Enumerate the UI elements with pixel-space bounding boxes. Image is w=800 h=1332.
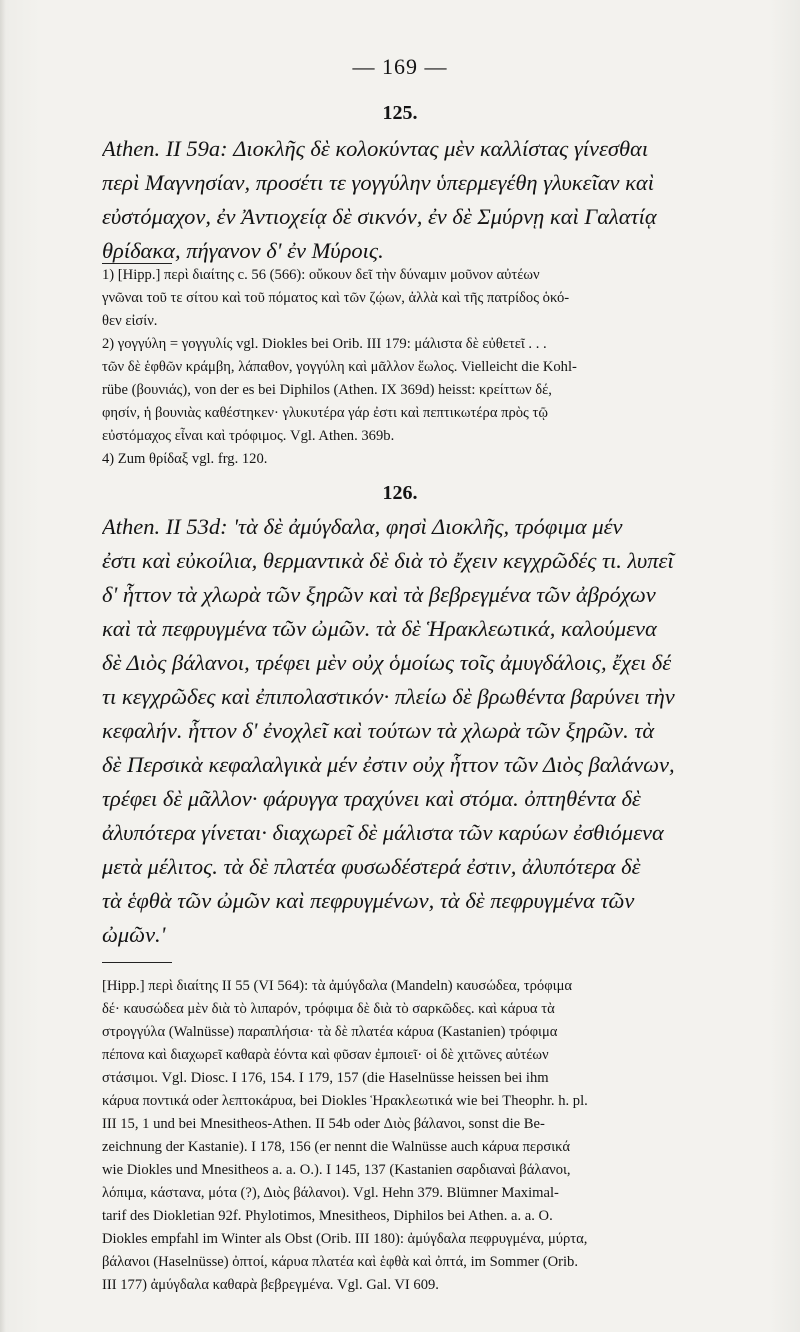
main-line: περὶ Μαγνησίαν, προσέτι τε γογγύλην ὑπερμεγέθη γλυκεῖαν καὶ (102, 170, 654, 195)
main-line: Athen. II 59a: Διοκλῆς δὲ κολοκύντας μὲν καλλίστας γίνεσθαι (102, 136, 649, 161)
footnote-line: tarif des Diokletian 92f. Phylotimos, Mnesitheos, Diphilos bei Athen. a. a. O. (102, 1208, 553, 1224)
footnote-line: III 15, 1 und bei Mnesitheos-Athen. II 54b oder Διὸς βάλανοι, sonst die Be- (102, 1116, 545, 1132)
main-line: τὰ ἑφθὰ τῶν ὠμῶν καὶ πεφρυγμένων, τὰ δὲ πεφρυγμένα τῶν (102, 888, 635, 913)
page-number-header: — 169 — (352, 54, 448, 79)
footnote-line: 4) Zum θρίδαξ vgl. frg. 120. (102, 451, 268, 467)
main-line: κεφαλήν. ἧττον δ' ἐνοχλεῖ καὶ τούτων τὰ χλωρὰ τῶν ξηρῶν. τὰ (102, 718, 655, 743)
main-line: τι κεγχρῶδες καὶ ἐπιπολαστικόν· πλείω δὲ βρωθέντα βαρύνει τὴν (102, 684, 675, 709)
footnote-line: στάσιμοι. Vgl. Diosc. I 176, 154. I 179, 157 (die Haselnüsse heissen bei ihm (102, 1070, 549, 1086)
section-126-number: 126. (382, 482, 418, 504)
section-125-footnotes (102, 264, 752, 471)
main-line: τρέφει δὲ μᾶλλον· φάρυγγα τραχύνει καὶ στόμα. ὀπτηθέντα δὲ (102, 786, 641, 811)
footnote-line: 2) γογγύλη = γογγυλίς vgl. Diokles bei Orib. III 179: μάλιστα δὲ εὐθετεῖ . . . (102, 336, 547, 352)
footnote-line: Diokles empfahl im Winter als Obst (Orib. III 180): ἀμύγδαλα πεφρυγμένα, μύρτα, (102, 1231, 588, 1247)
footnote-line: wie Diokles und Mnesitheos a. a. O.). I 145, 137 (Kastanien σαρδιαναὶ βάλανοι, (102, 1162, 571, 1178)
footnote-line: κάρυα ποντικά oder λεπτοκάρυα, bei Diokles Ἡρακλεωτικά wie bei Theophr. h. pl. (102, 1093, 588, 1109)
footnote-line: βάλανοι (Haselnüsse) ὀπτοί, κάρυα πλατέα καὶ ἑφθὰ καὶ ὀπτά, im Sommer (Orib. (102, 1254, 579, 1270)
footnote-line: rübe (βουνιάς), von der es bei Diphilos (Athen. IX 369d) heisst: κρείττων δέ, (102, 382, 552, 398)
footnote-line: λόπιμα, κάστανα, μότα (?), Διὸς βάλανοι). Vgl. Hehn 379. Blümner Maximal- (102, 1185, 559, 1201)
footnote-line: δέ· καυσώδεα μὲν διὰ τὸ λιπαρόν, τρόφιμα δὲ διὰ τὸ σαρκῶδες. καὶ κάρυα τὰ (102, 1001, 555, 1017)
main-line: μετὰ μέλιτος. τὰ δὲ πλατέα φυσωδέστερά ἐστιν, ἀλυπότερα δὲ (102, 854, 641, 879)
section-126-footnotes (102, 975, 752, 1297)
main-line: θρίδακα, πήγανον δ' ἐν Μύροις. (102, 238, 384, 263)
section-125-main-text (102, 132, 752, 268)
footnote-line: γνῶναι τοῦ τε σίτου καὶ τοῦ πόματος καὶ τῶν ζῴων, ἀλλὰ καὶ τῆς πατρίδος ὁκό- (102, 290, 570, 306)
footnote-line: φησίν, ἡ βουνιὰς καθέστηκεν· γλυκυτέρα γάρ ἐστι καὶ πεπτικωτέρα πρὸς τῷ (102, 405, 548, 421)
footnote-line: [Hipp.] περὶ διαίτης II 55 (VI 564): τὰ ἀμύγδαλα (Mandeln) καυσώδεα, τρόφιμα (102, 978, 573, 994)
main-line: ὠμῶν.' (102, 922, 166, 947)
section-125-number: 125. (382, 102, 418, 124)
main-line: εὐστόμαχον, ἐν Ἀντιοχείᾳ δὲ σικνόν, ἐν δὲ Σμύρνῃ καὶ Γαλατίᾳ (102, 204, 657, 229)
main-line: ἀλυπότερα γίνεται· διαχωρεῖ δὲ μάλιστα τῶν καρύων ἐσθιόμενα (102, 820, 664, 845)
main-line: Athen. II 53d: 'τὰ δὲ ἀμύγδαλα, φησὶ Διοκλῆς, τρόφιμα μέν (102, 514, 623, 539)
footnote-line: στρογγύλα (Walnüsse) παραπλήσια· τὰ δὲ πλατέα κάρυα (Kastanien) τρόφιμα (102, 1024, 558, 1040)
footnote-line: τῶν δὲ ἑφθῶν κράμβη, λάπαθον, γογγύλη καὶ μᾶλλον ἕωλος. Vielleicht die Kohl- (102, 359, 577, 375)
footnote-line: zeichnung der Kastanie). I 178, 156 (er nennt die Walnüsse auch κάρυα περσικά (102, 1139, 571, 1155)
main-line: ἐστι καὶ εὐκοίλια, θερμαντικὰ δὲ διὰ τὸ ἔχειν κεγχρῶδές τι. λυπεῖ (102, 548, 674, 573)
footnote-line: θεν εἰσίν. (102, 313, 158, 329)
footnote-line: 1) [Hipp.] περὶ διαίτης c. 56 (566): οὔκουν δεῖ τὴν δύναμιν μοῦνον αὐτέων (102, 267, 540, 283)
main-line: δὲ Διὸς βάλανοι, τρέφει μὲν οὐχ ὁμοίως τοῖς ἀμυγδάλοις, ἔχει δέ (102, 650, 672, 675)
footnote-line: εὐστόμαχος εἶναι καὶ τρόφιμος. Vgl. Athen. 369b. (102, 428, 395, 444)
main-line: δ' ἧττον τὰ χλωρὰ τῶν ξηρῶν καὶ τὰ βεβρεγμένα τῶν ἀβρόχων (102, 582, 656, 607)
footnote-separator (102, 962, 172, 963)
main-line: δὲ Περσικὰ κεφαλαλγικὰ μέν ἐστιν οὐχ ἧττον τῶν Διὸς βαλάνων, (102, 752, 675, 777)
footnote-line: III 177) ἀμύγδαλα καθαρὰ βεβρεγμένα. Vgl. Gal. VI 609. (102, 1277, 439, 1293)
footnote-line: πέπονα καὶ διαχωρεῖ καθαρὰ ἐόντα καὶ φῦσαν ἐμποιεῖ· οἱ δὲ χιτῶνες αὐτέων (102, 1047, 549, 1063)
main-line: καὶ τὰ πεφρυγμένα τῶν ὠμῶν. τὰ δὲ Ἡρακλεωτικά, καλούμενα (102, 616, 657, 641)
section-126-main-text (102, 510, 752, 952)
